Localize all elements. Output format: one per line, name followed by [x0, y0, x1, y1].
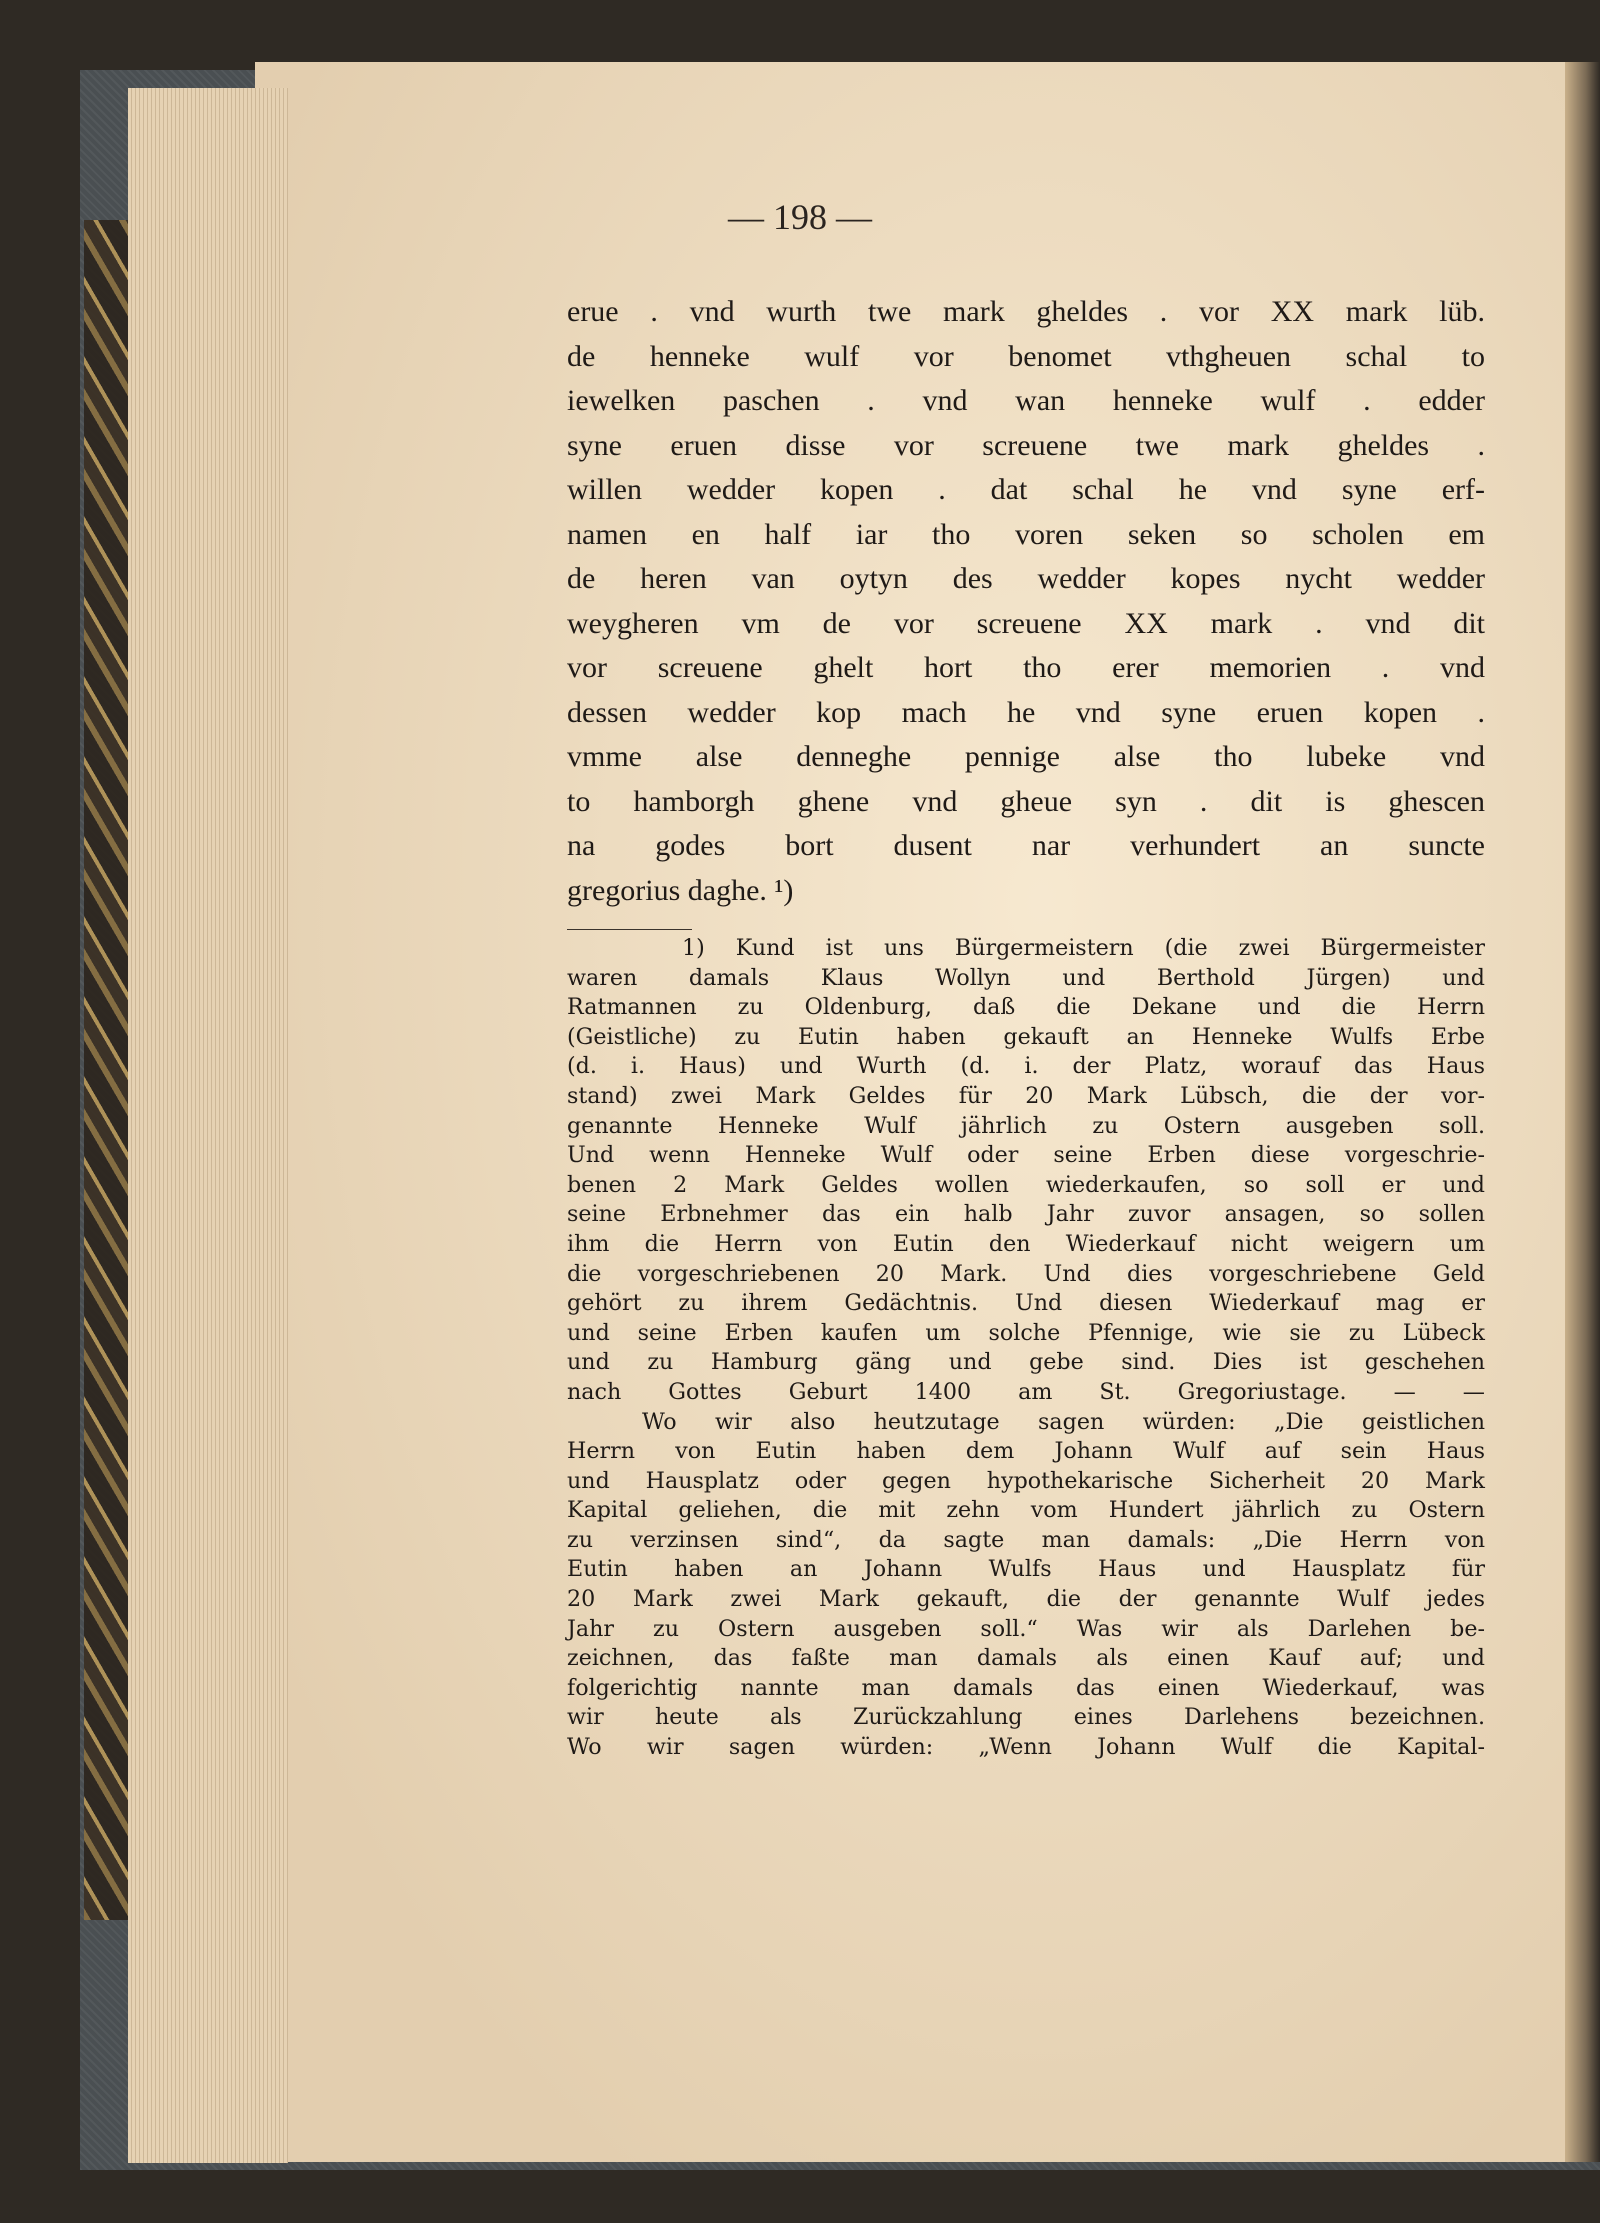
page-gutter-shadow [1565, 62, 1600, 2162]
charter-line: to hamborgh ghene vnd gheue syn . dit is ghescen [567, 784, 1485, 818]
footnote-line: und zu Hamburg gäng und gebe sind. Dies ist geschehen [567, 1349, 1485, 1376]
footnote-line: 1) Kund ist uns Bürgermeistern (die zwei Bürgermeister [682, 935, 1485, 961]
footnote-line: und Hausplatz oder gegen hypothekarische Sicherheit 20 Mark [567, 1467, 1485, 1494]
charter-line: de henneke wulf vor benomet vthgheuen schal to [567, 339, 1485, 373]
footnote-line: (d. i. Haus) und Wurth (d. i. der Platz, worauf das Haus [567, 1053, 1485, 1080]
footnote-line: wir heute als Zurückzahlung eines Darlehens bezeichnen. [567, 1704, 1485, 1731]
charter-line: gregorius daghe. ¹) [567, 873, 794, 907]
footnote-line: die vorgeschriebenen 20 Mark. Und dies vorgeschriebene Geld [567, 1260, 1485, 1287]
footnote-line: Wo wir sagen würden: „Wenn Johann Wulf die Kapital- [567, 1734, 1485, 1761]
footnote-line: ihm die Herrn von Eutin den Wiederkauf nicht weigern um [567, 1230, 1485, 1257]
footnote-line: zeichnen, das faßte man damals als einen Kauf auf; und [567, 1645, 1485, 1672]
footnote-line: Herrn von Eutin haben dem Johann Wulf auf sein Haus [567, 1438, 1485, 1465]
charter-line: dessen wedder kop mach he vnd syne eruen kopen . [567, 695, 1485, 729]
footnote-line: Ratmannen zu Oldenburg, daß die Dekane und die Herrn [567, 994, 1485, 1021]
footnote-line: Eutin haben an Johann Wulfs Haus und Hausplatz für [567, 1556, 1485, 1583]
charter-line: erue . vnd wurth twe mark gheldes . vor XX mark lüb. [567, 295, 1485, 328]
footnote-line: Wo wir also heutzutage sagen würden: „Die geistlichen [642, 1408, 1485, 1435]
page-number: — 198 — [728, 197, 872, 237]
charter-line: na godes bort dusent nar verhundert an suncte [567, 829, 1485, 862]
footnote-line: und seine Erben kaufen um solche Pfennige, wie sie zu Lübeck [567, 1319, 1485, 1346]
charter-text [567, 290, 1485, 913]
footnote-line: (Geistliche) zu Eutin haben gekauft an Henneke Wulfs Erbe [567, 1023, 1485, 1050]
footnote-text [567, 934, 1485, 1763]
charter-line: iewelken paschen . vnd wan henneke wulf . edder [567, 384, 1485, 417]
footnote-line: Und wenn Henneke Wulf oder seine Erben diese vorgeschrie- [567, 1142, 1485, 1169]
footnote-line: seine Erbnehmer das ein halb Jahr zuvor ansagen, so sollen [567, 1201, 1485, 1228]
charter-line: de heren van oytyn des wedder kopes nycht wedder [567, 562, 1485, 595]
footnote-line: zu verzinsen sind“, da sagte man damals: „Die Herrn von [567, 1526, 1485, 1553]
footnote-line: stand) zwei Mark Geldes für 20 Mark Lübsch, die der vor- [567, 1082, 1485, 1109]
footnote-line: genannte Henneke Wulf jährlich zu Ostern ausgeben soll. [567, 1112, 1485, 1139]
footnote-line: folgerichtig nannte man damals das einen Wiederkauf, was [567, 1674, 1485, 1701]
footnote-line: Kapital geliehen, die mit zehn vom Hundert jährlich zu Ostern [567, 1497, 1485, 1524]
footnote-line: Jahr zu Ostern ausgeben soll.“ Was wir als Darlehen be- [567, 1615, 1485, 1642]
page-edges [128, 88, 288, 2163]
charter-line: syne eruen disse vor screuene twe mark gheldes . [567, 428, 1485, 462]
charter-line: weygheren vm de vor screuene XX mark . vnd dit [567, 606, 1485, 640]
charter-line: vmme alse denneghe pennige alse tho lubeke vnd [567, 740, 1485, 773]
footnote-line: 20 Mark zwei Mark gekauft, die der genannte Wulf jedes [567, 1586, 1485, 1613]
footnote-line: benen 2 Mark Geldes wollen wiederkaufen, so soll er und [567, 1171, 1485, 1198]
footnote-line: waren damals Klaus Wollyn und Berthold Jürgen) und [567, 964, 1485, 991]
footnote-rule [567, 929, 692, 930]
footnote-line: gehört zu ihrem Gedächtnis. Und diesen Wiederkauf mag er [567, 1290, 1485, 1317]
charter-line: vor screuene ghelt hort tho erer memorien . vnd [567, 651, 1485, 684]
charter-line: namen en half iar tho voren seken so scholen em [567, 517, 1485, 551]
footnote-line: nach Gottes Geburt 1400 am St. Gregoriustage. — — [567, 1378, 1485, 1405]
charter-line: willen wedder kopen . dat schal he vnd syne erf- [567, 473, 1485, 506]
